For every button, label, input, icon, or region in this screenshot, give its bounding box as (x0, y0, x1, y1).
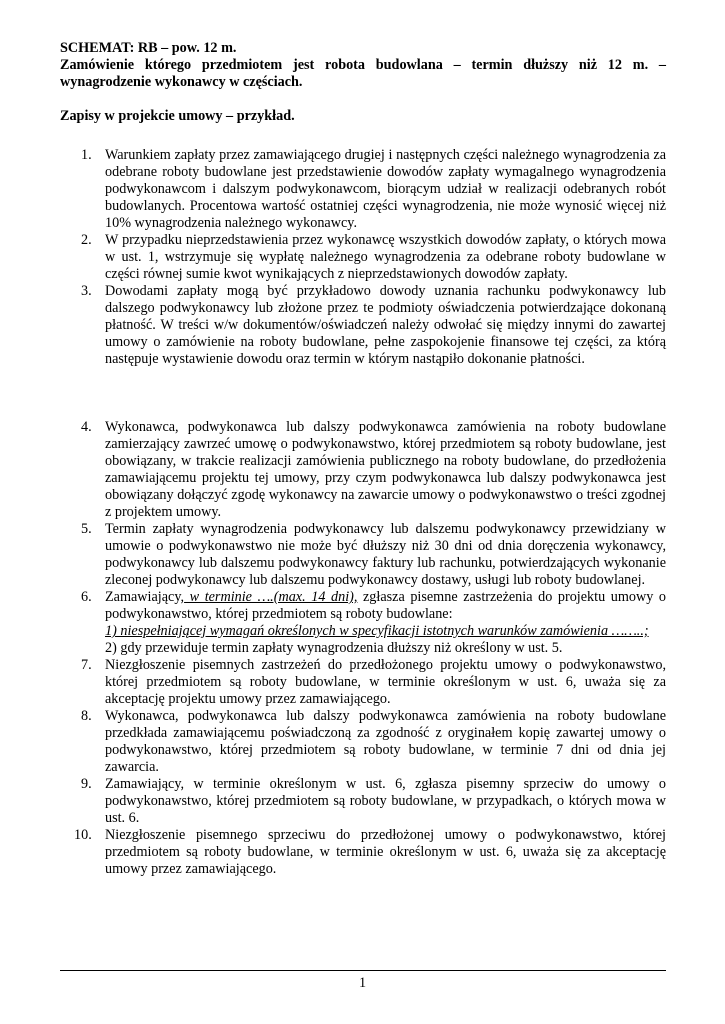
list-item (60, 776, 666, 827)
list-item (60, 521, 666, 589)
list-item (60, 657, 666, 708)
item-text: Dowodami zapłaty mogą być przykładowo dowody uznania rachunku podwykonawcy lub dalszego podwykonawcy lub złożone przez te podmioty oświadczenia potwierdzające dokonaną płatność. W treści w/w dokumentów/oświadczeń należy odwołać się między innymi do zawartej umowy o zamówienie na roboty budowlane, pełne zaspokojenie finansowe tej części, za którą następuje wystawienie dowodu oraz termin w którym nastąpiło dokonanie płatności. (105, 283, 666, 367)
sub-point-1: 1) niespełniającej wymagań określonych w specyfikacji istotnych warunków zamówienia ……..; (105, 623, 649, 639)
list-item (60, 827, 666, 878)
item-number: 5. (81, 521, 92, 537)
section-subtitle: Zapisy w projekcie umowy – przykład. (60, 108, 295, 124)
item-text: Wykonawca, podwykonawca lub dalszy podwykonawca zamówienia na roboty budowlane zamierzający zawrzeć umowę o podwykonawstwo, której przedmiotem są roboty budowlane, jest obowiązany, w trakcie realizacji zamówienia publicznego na roboty budowlane, do przedłożenia zamawiającemu projektu tej umowy, przy czym podwykonawca lub dalszy podwykonawca jest obowiązany dołączyć zgodę wykonawcy na zawarcie umowy o podwykonawstwo o treści zgodnej z projektem umowy. (105, 419, 666, 520)
item-number: 1. (81, 147, 92, 163)
item-number: 8. (81, 708, 92, 724)
footer-divider (60, 970, 666, 971)
item-text: Wykonawca, podwykonawca lub dalszy podwykonawca zamówienia na roboty budowlane przedkłada zamawiającemu poświadczoną za zgodność z oryginałem kopię zawartej umowy o podwykonawstwo, której przedmiotem są roboty budowlane, w terminie 7 dni od dnia jej zawarcia. (105, 708, 666, 775)
schema-title: SCHEMAT: RB – pow. 12 m. (60, 40, 237, 56)
list-item (60, 419, 666, 521)
list-item (60, 589, 666, 657)
item-number: 7. (81, 657, 92, 673)
item-text: Termin zapłaty wynagrodzenia podwykonawcy lub dalszemu podwykonawcy przewidziany w umowie o podwykonawstwo nie może być dłuższy niż 30 dni od dnia doręczenia wykonawcy, podwykonawcy lub dalszemu podwykonawcy faktury lub rachunku, potwierdzających wykonanie zleconej podwykonawcy lub dalszemu podwykonawcy dostawy, usługi lub roboty budowlanej. (105, 521, 666, 588)
item-number: 2. (81, 232, 92, 248)
order-description: Zamówienie którego przedmiotem jest robota budowlana – termin dłuższy niż 12 m. – wynagrodzenie wykonawcy w częściach. (60, 57, 666, 90)
item-text: W przypadku nieprzedstawienia przez wykonawcę wszystkich dowodów zapłaty, o których mowa w ust. 1, wstrzymuje się wypłatę należnego wynagrodzenia za odebrane roboty budowlane w części równej sumie kwot wynikających z nieprzedstawionych dowodów zapłaty. (105, 232, 666, 282)
document-page (60, 40, 666, 878)
page-number: 1 (358, 975, 367, 991)
item-number: 6. (81, 589, 92, 605)
item-number: 3. (81, 283, 92, 299)
item-text: Warunkiem zapłaty przez zamawiającego drugiej i następnych części należnego wynagrodzenia za odebrane roboty budowlane jest przedstawienie dowodów zapłaty wymagalnego wynagrodzenia podwykonawcom i dalszym podwykonawcom, biorącym udział w realizacji odebranych robót budowlanych. Procentowa wartość ostatniej części wynagrodzenia, nie może wynosić więcej niż 10% wynagrodzenia należnego wykonawcy. (105, 147, 666, 231)
item-number: 10. (74, 827, 92, 843)
sub-point-2: 2) gdy przewiduje termin zapłaty wynagrodzenia dłuższy niż określony w ust. 5. (105, 640, 563, 656)
item-text: Zamawiający, w terminie określonym w ust. 6, zgłasza pisemny sprzeciw do umowy o podwykonawstwo, której przedmiotem są roboty budowlane, w przypadkach, o których mowa w ust. 6. (105, 776, 666, 826)
contract-clauses-list (60, 147, 666, 878)
item-text: Niezgłoszenie pisemnych zastrzeżeń do przedłożonego projektu umowy o podwykonawstwo, której przedmiotem są roboty budowlane, w terminie określonym w ust. 6, uważa się za akceptację projektu umowy przez zamawiającego. (105, 657, 666, 707)
list-item (60, 232, 666, 283)
item-text-rest: zgłasza pisemne zastrzeżenia do projektu umowy o podwykonawstwo, której przedmiotem są roboty budowlane: (105, 589, 666, 622)
item-text-deadline: w terminie ….(max. 14 dni), (184, 589, 358, 605)
blank-space (60, 368, 666, 419)
list-item (60, 283, 666, 368)
item-text: Niezgłoszenie pisemnego sprzeciwu do przedłożonej umowy o podwykonawstwo, której przedmiotem są roboty budowlane, w terminie określonym w ust. 6, uważa się za akceptację umowy przez zamawiającego. (105, 827, 666, 877)
item-text-lead: Zamawiający, (105, 589, 185, 605)
list-item (60, 708, 666, 776)
list-item (60, 147, 666, 232)
item-number: 9. (81, 776, 92, 792)
item-number: 4. (81, 419, 92, 435)
